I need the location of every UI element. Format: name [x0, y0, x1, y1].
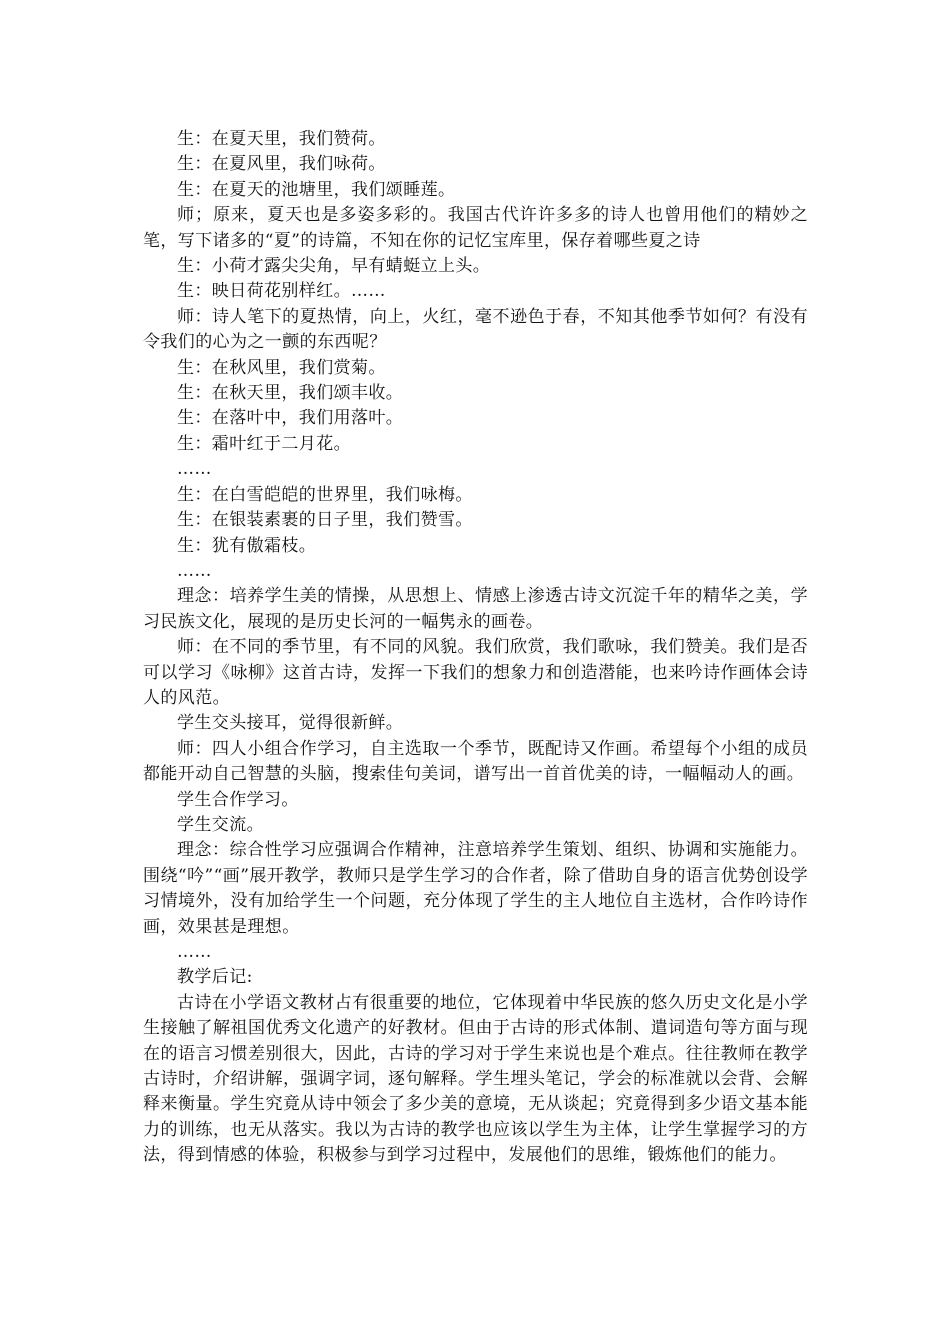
paragraph: 生：在夏风里，我们咏荷。	[177, 154, 386, 175]
paragraph: 生：小荷才露尖尖角，早有蜻蜓立上头。	[177, 256, 491, 277]
paragraph: 学生交流。	[177, 814, 264, 835]
paragraph: 学生交头接耳，觉得很新鲜。	[177, 713, 404, 734]
ellipsis-line: ……	[177, 459, 212, 480]
ellipsis-line: ……	[177, 560, 212, 581]
paragraph: 生：在落叶中，我们用落叶。	[177, 408, 404, 429]
paragraph: 生：在银装素裹的日子里，我们赞雪。	[177, 510, 473, 531]
paragraph: 学生合作学习。	[177, 789, 299, 810]
paragraph: 生：犹有傲霜枝。	[177, 535, 317, 556]
body-text	[143, 127, 808, 1169]
paragraph: 生：在夏天的池塘里，我们颂睡莲。	[177, 179, 456, 200]
paragraph: 生：在秋风里，我们赏菊。	[177, 357, 386, 378]
ellipsis-line: ……	[177, 942, 212, 962]
paragraph: 理念：培养学生美的情操，从思想上、情感上渗透古诗文沉淀千年的精华之美，学习民族文化，展现的是历史长河的一幅隽永的画卷。	[143, 586, 808, 632]
paragraph: 理念：综合性学习应强调合作精神，注意培养学生策划、组织、协调和实施能力。围绕“吟”“画”展开教学，教师只是学生学习的合作者，除了借助自身的语言优势创设学习情境外，没有加给学生一个问题，充分体现了学生的主人地位自主选材，合作吟诗作画，效果甚是理想。	[143, 840, 808, 937]
paragraph: 师：在不同的季节里，有不同的风貌。我们欣赏，我们歌咏，我们赞美。我们是否可以学习《咏柳》这首古诗，发挥一下我们的想象力和创造潜能，也来吟诗作画体会诗人的风范。	[143, 637, 808, 708]
paragraph: 师：四人小组合作学习，自主选取一个季节，既配诗又作画。希望每个小组的成员都能开动自己智慧的头脑，搜索佳句美词，谱写出一首首优美的诗，一幅幅动人的画。	[143, 738, 808, 785]
paragraph: 生：映日荷花别样红。……	[177, 281, 386, 302]
paragraph: 古诗在小学语文教材占有很重要的地位，它体现着中华民族的悠久历史文化是小学生接触了解祖国优秀文化遗产的好教材。但由于古诗的形式体制、遣词造句等方面与现在的语言习惯差别很大，因此，古诗的学习对于学生来说也是个难点。往往教师在教学古诗时，介绍讲解，强调字词，逐句解释。学生埋头笔记，学会的标准就以会背、会解释来衡量。学生究竟从诗中领会了多少美的意境，无从谈起；究竟得到多少语文基本能力的训练，也无从落实。我以为古诗的教学也应该以学生为主体，让学生掌握学习的方法，得到情感的体验，积极参与到学习过程中，发展他们的思维，锻炼他们的能力。	[143, 992, 808, 1166]
paragraph: 师：诗人笔下的夏热情，向上，火红，毫不逊色于春，不知其他季节如何？有没有令我们的心为之一颤的东西呢？	[143, 306, 808, 353]
paragraph: 生：在秋天里，我们颂丰收。	[177, 383, 404, 404]
paragraph: 生：在白雪皑皑的世界里，我们咏梅。	[177, 484, 473, 505]
section-heading: 教学后记:	[177, 967, 253, 988]
paragraph: 师；原来，夏天也是多姿多彩的。我国古代许许多多的诗人也曾用他们的精妙之笔，写下诸多的“夏”的诗篇，不知在你的记忆宝库里，保存着哪些夏之诗	[143, 205, 808, 251]
paragraph: 生：在夏天里，我们赞荷。	[177, 129, 386, 149]
paragraph: 生：霜叶红于二月花。	[177, 433, 351, 454]
